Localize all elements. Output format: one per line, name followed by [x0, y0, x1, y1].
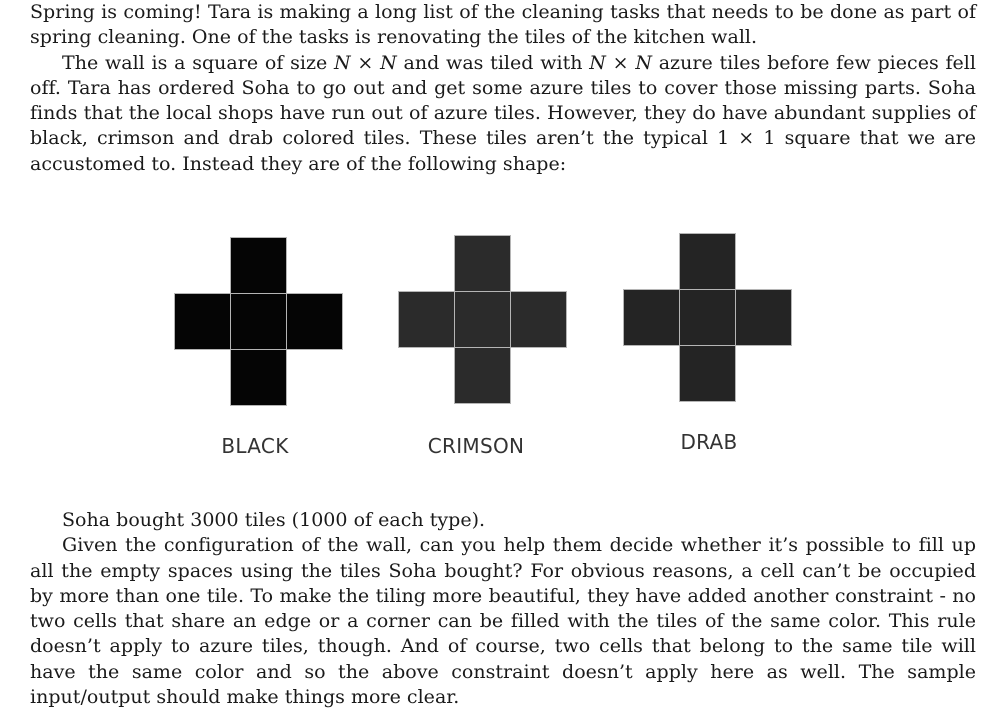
- text-run: and was tiled with: [396, 51, 590, 74]
- shape-label-black: BLACK: [221, 434, 289, 458]
- tile-cell: [174, 293, 231, 350]
- shape-label-drab: DRAB: [680, 430, 738, 454]
- tile-cell: [679, 345, 736, 402]
- wall-description-paragraph: [30, 51, 976, 177]
- text-run: The wall is a square of size: [62, 51, 335, 74]
- tile-cell: [398, 291, 455, 348]
- tile-cell: [510, 291, 567, 348]
- shape-label-crimson: CRIMSON: [427, 434, 525, 458]
- intro-paragraph: Spring is coming! Tara is making a long list of the cleaning tasks that needs to be done as part of spring cleaning. One of the tasks is renovating the tiles of the kitchen wall.: [30, 1, 976, 49]
- problem-statement: [30, 0, 976, 177]
- text-run: azure tiles before few pieces fell off. Tara has ordered Soha to go out and get some azure tiles to cover those missing parts. Soha finds that the local shops have run out of azure tiles. However, they do have abundant supplies of black, crimson and drab colored tiles. These tiles aren’t the typical: [30, 51, 976, 150]
- tile-cell: [454, 235, 511, 292]
- tile-cell: [286, 293, 343, 350]
- problem-statement-continued: [30, 508, 976, 710]
- tile-shapes-figure: [0, 186, 946, 496]
- text-run: square that we are accustomed to. Instead they are of the following shape:: [30, 127, 977, 175]
- tile-cell: [230, 237, 287, 294]
- tile-cell: [230, 293, 287, 350]
- purchase-paragraph: Soha bought 3000 tiles (1000 of each type).: [62, 509, 486, 531]
- tile-cell: [623, 289, 680, 346]
- math-expression: N × N: [589, 51, 652, 74]
- tile-cell: [454, 347, 511, 404]
- constraint-paragraph: Given the configuration of the wall, can you help them decide whether it’s possible to fill up all the empty spaces using the tiles Soha bought? For obvious reasons, a cell can’t be occupied by more than one tile. To make the tiling more beautiful, they have added another constraint - no two cells that share an edge or a corner can be filled with the tiles of the same color. This rule doesn’t apply to azure tiles, though. And of course, two cells that belong to the same tile will have the same color and so the above constraint doesn’t apply here as well. The sample input/output should make things more clear.: [30, 534, 976, 709]
- tile-cell: [230, 349, 287, 406]
- math-expression: N × N: [334, 51, 397, 74]
- tile-cell: [454, 291, 511, 348]
- math-expression: 1 × 1: [717, 127, 776, 150]
- tile-cell: [735, 289, 792, 346]
- tile-cell: [679, 233, 736, 290]
- tile-cell: [679, 289, 736, 346]
